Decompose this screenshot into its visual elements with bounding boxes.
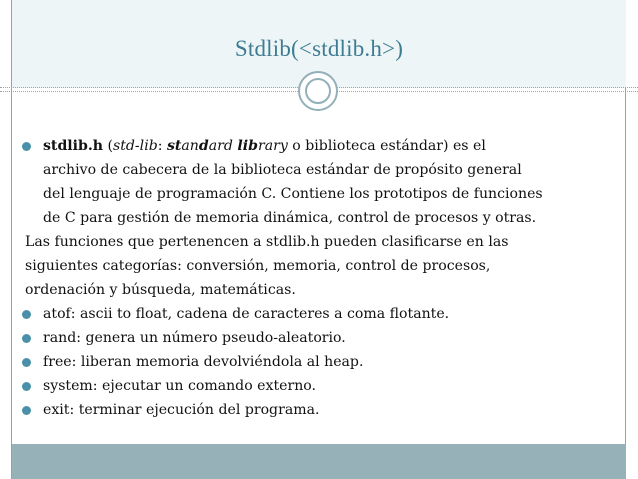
bullet-icon [22, 406, 31, 415]
footer-band [12, 444, 626, 479]
bullet-stdlib-description [22, 134, 620, 230]
bullet-exit [22, 398, 620, 422]
std-lib-text: std-lib [113, 138, 158, 154]
bullet-line-1: stdlib.h (std-lib: standard library o biblioteca estándar) es el [43, 138, 486, 154]
term-stdlib-h: stdlib.h [43, 138, 104, 154]
bullet-line-2: archivo de cabecera de la biblioteca estándar de propósito general [43, 162, 522, 178]
bullet-line-3: del lenguaje de programación C. Contiene los prototipos de funciones [43, 186, 543, 202]
bullet-rand [22, 326, 620, 350]
bullet-text: atof: ascii to float, cadena de caracteres a coma flotante. [43, 306, 450, 322]
bullet-icon [22, 358, 31, 367]
bullet-atof [22, 302, 620, 326]
bullet-icon [22, 310, 31, 319]
paragraph-line-2: siguientes categorías: conversión, memoria, control de procesos, [25, 258, 491, 274]
paragraph-line-1: Las funciones que pertenencen a stdlib.h pueden clasificarse en las [25, 234, 509, 250]
bullet-line-4: de C para gestión de memoria dinámica, control de procesos y otras. [43, 210, 537, 226]
slide-content [22, 134, 620, 422]
bullet-text: exit: terminar ejecución del programa. [43, 402, 320, 418]
bullet-text: system: ejecutar un comando externo. [43, 378, 316, 394]
paragraph-line-3: ordenación y búsqueda, matemáticas. [25, 282, 296, 298]
bullet-icon [22, 142, 31, 151]
bullet-free [22, 350, 620, 374]
bullet-system [22, 374, 620, 398]
bullet-text: free: liberan memoria devolviéndola al heap. [43, 354, 364, 370]
bullet-icon [22, 382, 31, 391]
bullet-text: rand: genera un número pseudo-aleatorio. [43, 330, 346, 346]
circle-ornament-icon [298, 71, 338, 111]
slide-title: Stdlib(<stdlib.h>) [234, 36, 404, 61]
bullet-icon [22, 334, 31, 343]
categories-paragraph [22, 230, 620, 302]
